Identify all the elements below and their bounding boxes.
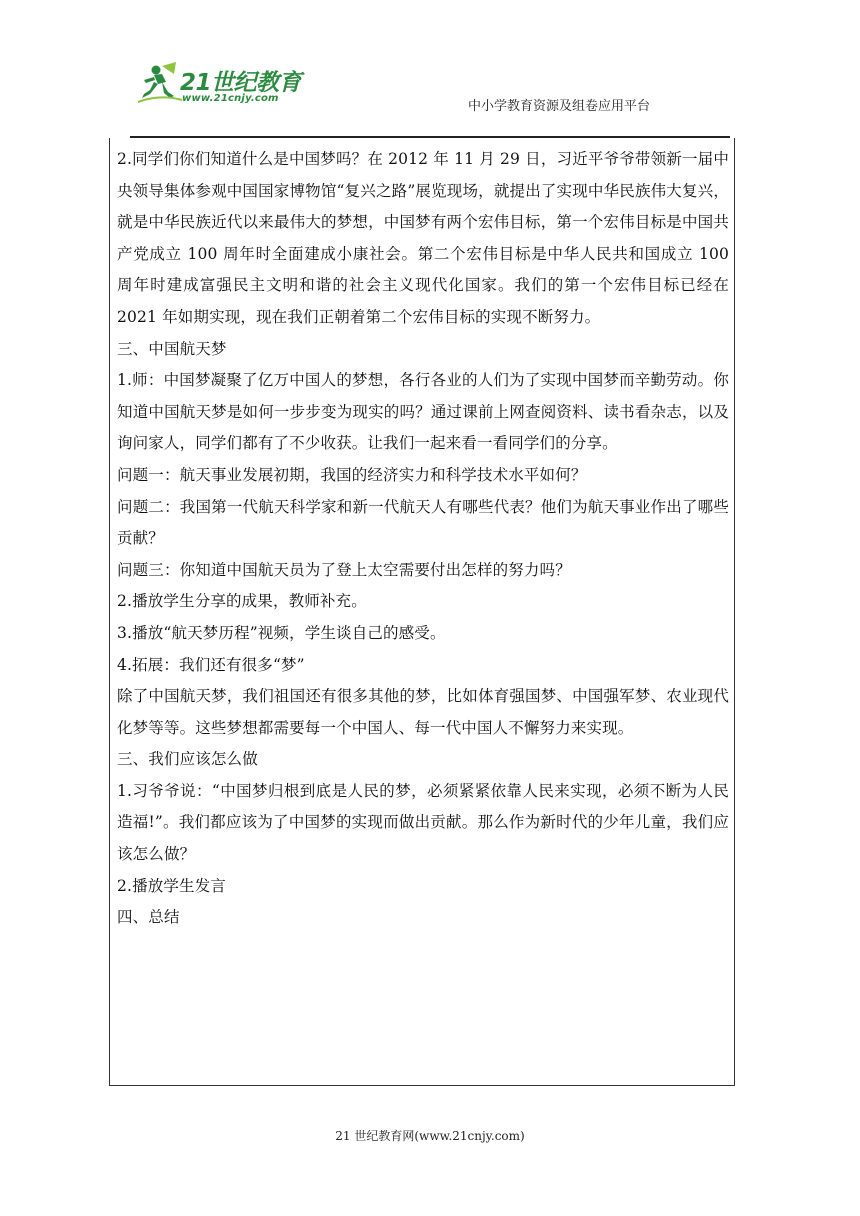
paragraph: 除了中国航天梦，我们祖国还有很多其他的梦，比如体育强国梦、中国强军梦、农业现代化梦等等。这些梦想都需要每一个中国人、每一代中国人不懈努力来实现。 <box>117 687 729 737</box>
paragraph: 2.同学们你们知道什么是中国梦吗？在 2012 年 11 月 29 日，习近平爷爷带领新一届中央领导集体参观中国国家博物馆“复兴之路”展览现场，就提出了实现中华民族伟大复兴，就是中华民族近代以来最伟大的梦想，中国梦有两个宏伟目标，第一个宏伟目标是中国共产党成立 100 周年时全面建成小康社会。第二个宏伟目标是中华人民共和国成立 100 周年时建成富强民主文明和谐的社会主义现代化国家。我们的第一个宏伟目标已经在 2021 年如期实现，现在我们正朝着第二个宏伟目标的实现不断努力。 <box>117 150 729 326</box>
logo-url: www.21cnjy.com <box>182 93 279 104</box>
section-heading: 四、总结 <box>117 908 180 927</box>
paragraph: 4.拓展：我们还有很多“梦” <box>117 655 305 674</box>
question: 问题三：你知道中国航天员为了登上太空需要付出怎样的努力吗？ <box>117 560 571 579</box>
paragraph: 1.习爷爷说：“中国梦归根到底是人民的梦，必须紧紧依靠人民来实现，必须不断为人民造福!”。我们都应该为了中国梦的实现而做出贡献。那么作为新时代的少年儿童，我们应该怎么做？ <box>117 781 729 864</box>
lesson-content <box>117 144 729 934</box>
runner-logo-icon <box>136 60 184 104</box>
section-heading: 三、我们应该怎么做 <box>117 750 258 769</box>
logo <box>136 60 311 110</box>
paragraph: 2.播放学生发言 <box>117 876 226 895</box>
question: 问题二：我国第一代航天科学家和新一代航天人有哪些代表？他们为航天事业作出了哪些贡献？ <box>117 497 729 548</box>
question: 问题一：航天事业发展初期，我国的经济实力和科学技术水平如何？ <box>117 465 587 484</box>
paragraph: 1.师：中国梦凝聚了亿万中国人的梦想，各行各业的人们为了实现中国梦而辛勤劳动。你知道中国航天梦是如何一步步变为现实的吗？通过课前上网查阅资料、读书看杂志，以及询问家人，同学们都有了不少收获。让我们一起来看一看同学们的分享。 <box>117 371 729 453</box>
page-footer: 21 世纪教育网(www.21cnjy.com) <box>335 1129 525 1143</box>
section-heading: 三、中国航天梦 <box>117 339 227 358</box>
page-header <box>0 0 860 140</box>
paragraph: 2.播放学生分享的成果，教师补充。 <box>117 592 367 611</box>
logo-text: 21世纪教育 <box>180 70 302 96</box>
paragraph: 3.播放“航天梦历程”视频，学生谈自己的感受。 <box>117 623 446 642</box>
platform-title: 中小学教育资源及组卷应用平台 <box>468 99 651 114</box>
